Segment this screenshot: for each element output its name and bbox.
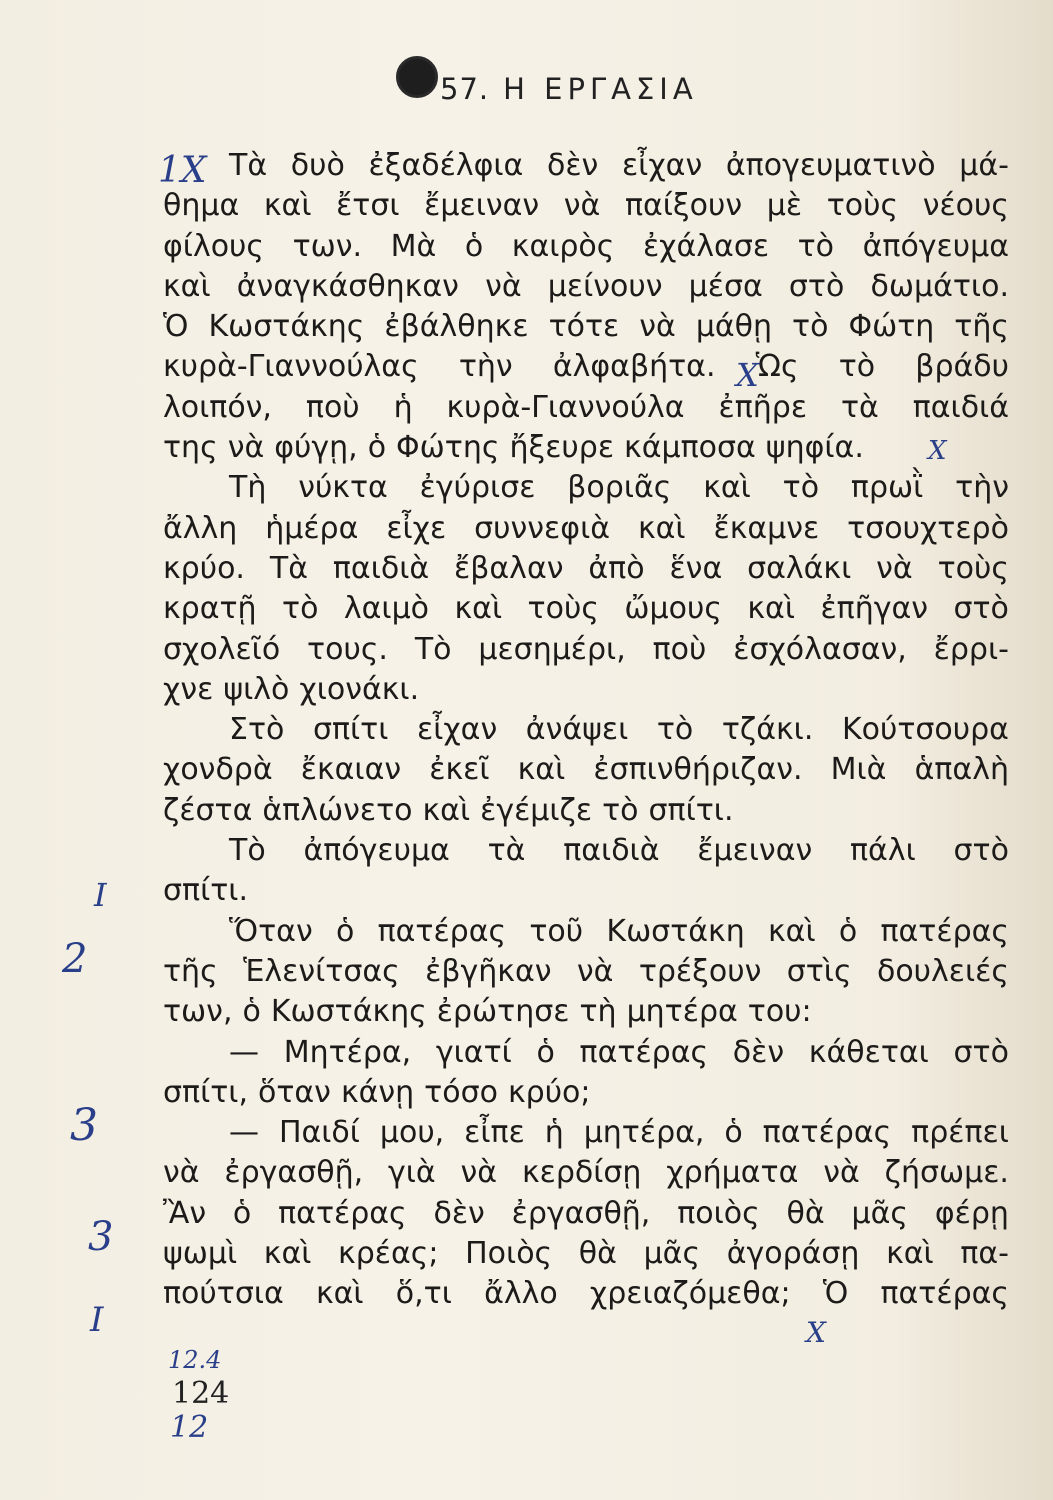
handwritten-mark: 12: [170, 1410, 209, 1445]
text-line: — Παιδί μου, εἶπε ἡ μητέρα, ὁ πατέρας πρέπει: [229, 1115, 1009, 1151]
text-line: της νὰ φύγῃ, ὁ Φώτης ἤξευρε κάμποσα ψηφία.: [163, 430, 864, 466]
text-line: πούτσια καὶ ὅ,τι ἄλλο χρειαζόμεθα; Ὁ πατέρας: [163, 1276, 1009, 1312]
handwritten-mark: 12.4: [168, 1346, 222, 1374]
text-line: νὰ ἐργασθῇ, γιὰ νὰ κερδίσῃ χρήματα νὰ ζήσωμε.: [163, 1155, 1009, 1191]
handwritten-mark: 1Χ: [158, 150, 207, 191]
text-line: σχολεῖό τους. Τὸ μεσημέρι, ποὺ ἐσχόλασαν, ἔρρι-: [163, 631, 1009, 667]
page-number: 124: [172, 1376, 230, 1411]
text-line: Τὰ δυὸ ἐξαδέλφια δὲν εἶχαν ἀπογευματινὸ μά-: [229, 148, 1009, 183]
handwritten-mark: 2: [62, 936, 88, 982]
handwritten-mark: Χ: [806, 1316, 826, 1349]
text-line: τῆς Ἑλενίτσας ἐβγῆκαν νὰ τρέξουν στὶς δουλειές: [163, 953, 1009, 989]
text-line: — Μητέρα, γιατί ὁ πατέρας δὲν κάθεται στὸ: [229, 1034, 1009, 1070]
chapter-header: [440, 72, 698, 106]
text-line: λοιπόν, ποὺ ἡ κυρὰ-Γιαννούλα ἐπῆρε τὰ παιδιά: [163, 389, 1009, 425]
handwritten-mark: Χ: [736, 356, 759, 394]
text-line: κρατῇ τὸ λαιμὸ καὶ τοὺς ὤμους καὶ ἐπῆγαν στὸ: [163, 591, 1009, 627]
text-line: ἄλλη ἡμέρα εἶχε συννεφιὰ καὶ ἔκαμνε τσουχτερὸ: [163, 510, 1009, 546]
handwritten-mark: Ι: [94, 876, 107, 914]
text-line: χνε ψιλὸ χιονάκι.: [163, 671, 420, 707]
text-line: Τὴ νύκτα ἐγύρισε βοριᾶς καὶ τὸ πρωῒ τὴν: [229, 470, 1009, 506]
text-line: κρύο. Τὰ παιδιὰ ἔβαλαν ἀπὸ ἕνα σαλάκι νὰ τοὺς: [163, 550, 1009, 586]
text-line: θημα καὶ ἔτσι ἔμειναν νὰ παίξουν μὲ τοὺς νέους: [163, 188, 1009, 224]
binding-hole-icon: [396, 56, 438, 98]
text-line: φίλους των. Μὰ ὁ καιρὸς ἐχάλασε τὸ ἀπόγευμα: [163, 228, 1009, 264]
text-line: χονδρὰ ἔκαιαν ἐκεῖ καὶ ἐσπινθήριζαν. Μιὰ ἁπαλὴ: [163, 752, 1009, 788]
chapter-title: Η ΕΡΓΑΣΙΑ: [503, 72, 698, 106]
handwritten-mark: 3: [70, 1100, 98, 1151]
text-line: ζέστα ἁπλώνετο καὶ ἐγέμιζε τὸ σπίτι.: [163, 792, 734, 828]
text-line: καὶ ἀναγκάσθηκαν νὰ μείνουν μέσα στὸ δωμάτιο.: [163, 268, 1009, 304]
text-line: Ἂν ὁ πατέρας δὲν ἐργασθῇ, ποιὸς θὰ μᾶς φέρῃ: [163, 1195, 1009, 1231]
text-line: Ὁ Κωστάκης ἐβάλθηκε τότε νὰ μάθῃ τὸ Φώτη τῆς: [163, 309, 1009, 345]
chapter-number: 57.: [440, 72, 490, 106]
text-line: των, ὁ Κωστάκης ἐρώτησε τὴ μητέρα του:: [163, 994, 812, 1030]
handwritten-mark: 3: [88, 1214, 114, 1260]
text-line: Τὸ ἀπόγευμα τὰ παιδιὰ ἔμειναν πάλι στὸ: [229, 833, 1009, 869]
text-line: Ὅταν ὁ πατέρας τοῦ Κωστάκη καὶ ὁ πατέρας: [229, 913, 1009, 949]
handwritten-mark: Χ: [928, 436, 947, 466]
handwritten-mark: Ι: [90, 1300, 104, 1340]
text-line: ψωμὶ καὶ κρέας; Ποιὸς θὰ μᾶς ἀγοράσῃ καὶ πα-: [163, 1236, 1009, 1272]
text-line: σπίτι, ὅταν κάνῃ τόσο κρύο;: [163, 1074, 591, 1110]
text-line: κυρὰ-Γιαννούλας τὴν ἀλφαβήτα. Ὡς τὸ βράδυ: [163, 349, 1009, 385]
text-line: σπίτι.: [163, 873, 248, 909]
body-text: [163, 146, 1009, 1315]
text-line: Στὸ σπίτι εἶχαν ἀνάψει τὸ τζάκι. Κούτσουρα: [229, 712, 1009, 748]
